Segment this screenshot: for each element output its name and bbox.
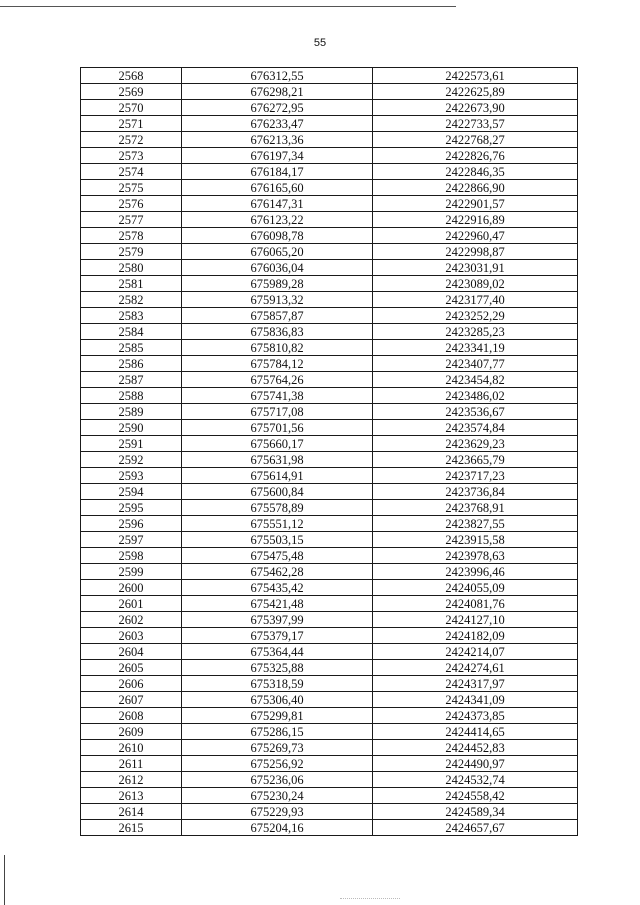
- table-row: [81, 388, 578, 404]
- x-coordinate-cell: 676123,22: [182, 212, 373, 228]
- x-coordinate-cell: 675989,28: [182, 276, 373, 292]
- table-row: [81, 404, 578, 420]
- footer-mark: [340, 898, 400, 899]
- point-number-cell: 2568: [81, 68, 182, 84]
- x-coordinate-cell: 675269,73: [182, 740, 373, 756]
- y-coordinate-cell: 2423768,91: [373, 500, 578, 516]
- y-coordinate-cell: 2424558,42: [373, 788, 578, 804]
- x-coordinate-cell: 675784,12: [182, 356, 373, 372]
- point-number-cell: 2575: [81, 180, 182, 196]
- table-row: [81, 116, 578, 132]
- table-row: [81, 596, 578, 612]
- y-coordinate-cell: 2423915,58: [373, 532, 578, 548]
- y-coordinate-cell: 2423665,79: [373, 452, 578, 468]
- x-coordinate-cell: 675299,81: [182, 708, 373, 724]
- y-coordinate-cell: 2423996,46: [373, 564, 578, 580]
- point-number-cell: 2589: [81, 404, 182, 420]
- table-row: [81, 292, 578, 308]
- x-coordinate-cell: 675857,87: [182, 308, 373, 324]
- x-coordinate-cell: 675204,16: [182, 820, 373, 836]
- x-coordinate-cell: 675318,59: [182, 676, 373, 692]
- point-number-cell: 2588: [81, 388, 182, 404]
- y-coordinate-cell: 2422733,57: [373, 116, 578, 132]
- point-number-cell: 2590: [81, 420, 182, 436]
- table-row: [81, 660, 578, 676]
- x-coordinate-cell: 675741,38: [182, 388, 373, 404]
- x-coordinate-cell: 675325,88: [182, 660, 373, 676]
- y-coordinate-cell: 2423454,82: [373, 372, 578, 388]
- point-number-cell: 2569: [81, 84, 182, 100]
- table-row: [81, 260, 578, 276]
- y-coordinate-cell: 2424532,74: [373, 772, 578, 788]
- table-row: [81, 420, 578, 436]
- table-row: [81, 356, 578, 372]
- x-coordinate-cell: 675701,56: [182, 420, 373, 436]
- table-row: [81, 612, 578, 628]
- point-number-cell: 2612: [81, 772, 182, 788]
- y-coordinate-cell: 2424055,09: [373, 580, 578, 596]
- table-row: [81, 132, 578, 148]
- table-row: [81, 340, 578, 356]
- point-number-cell: 2599: [81, 564, 182, 580]
- y-coordinate-cell: 2424452,83: [373, 740, 578, 756]
- y-coordinate-cell: 2424214,07: [373, 644, 578, 660]
- table-row: [81, 164, 578, 180]
- table-row: [81, 756, 578, 772]
- y-coordinate-cell: 2423177,40: [373, 292, 578, 308]
- x-coordinate-cell: 675475,48: [182, 548, 373, 564]
- table-row: [81, 772, 578, 788]
- y-coordinate-cell: 2424081,76: [373, 596, 578, 612]
- table-row: [81, 148, 578, 164]
- x-coordinate-cell: 675462,28: [182, 564, 373, 580]
- table-row: [81, 500, 578, 516]
- y-coordinate-cell: 2423486,02: [373, 388, 578, 404]
- x-coordinate-cell: 675660,17: [182, 436, 373, 452]
- point-number-cell: 2592: [81, 452, 182, 468]
- point-number-cell: 2581: [81, 276, 182, 292]
- table-row: [81, 724, 578, 740]
- table-row: [81, 740, 578, 756]
- x-coordinate-cell: 675435,42: [182, 580, 373, 596]
- x-coordinate-cell: 675229,93: [182, 804, 373, 820]
- point-number-cell: 2596: [81, 516, 182, 532]
- y-coordinate-cell: 2423536,67: [373, 404, 578, 420]
- y-coordinate-cell: 2424182,09: [373, 628, 578, 644]
- point-number-cell: 2574: [81, 164, 182, 180]
- table-row: [81, 788, 578, 804]
- table-row: [81, 276, 578, 292]
- y-coordinate-cell: 2422901,57: [373, 196, 578, 212]
- point-number-cell: 2580: [81, 260, 182, 276]
- coordinates-table-body: [81, 68, 578, 836]
- y-coordinate-cell: 2423978,63: [373, 548, 578, 564]
- y-coordinate-cell: 2424589,34: [373, 804, 578, 820]
- y-coordinate-cell: 2422573,61: [373, 68, 578, 84]
- y-coordinate-cell: 2423031,91: [373, 260, 578, 276]
- table-row: [81, 372, 578, 388]
- point-number-cell: 2594: [81, 484, 182, 500]
- point-number-cell: 2603: [81, 628, 182, 644]
- y-coordinate-cell: 2423407,77: [373, 356, 578, 372]
- point-number-cell: 2582: [81, 292, 182, 308]
- point-number-cell: 2584: [81, 324, 182, 340]
- table-row: [81, 548, 578, 564]
- x-coordinate-cell: 675836,83: [182, 324, 373, 340]
- x-coordinate-cell: 676213,36: [182, 132, 373, 148]
- x-coordinate-cell: 676036,04: [182, 260, 373, 276]
- x-coordinate-cell: 675364,44: [182, 644, 373, 660]
- x-coordinate-cell: 676298,21: [182, 84, 373, 100]
- x-coordinate-cell: 675614,91: [182, 468, 373, 484]
- point-number-cell: 2597: [81, 532, 182, 548]
- point-number-cell: 2607: [81, 692, 182, 708]
- x-coordinate-cell: 675551,12: [182, 516, 373, 532]
- table-row: [81, 564, 578, 580]
- y-coordinate-cell: 2422960,47: [373, 228, 578, 244]
- y-coordinate-cell: 2424341,09: [373, 692, 578, 708]
- x-coordinate-cell: 675578,89: [182, 500, 373, 516]
- x-coordinate-cell: 675764,26: [182, 372, 373, 388]
- table-row: [81, 308, 578, 324]
- y-coordinate-cell: 2422768,27: [373, 132, 578, 148]
- point-number-cell: 2591: [81, 436, 182, 452]
- point-number-cell: 2578: [81, 228, 182, 244]
- y-coordinate-cell: 2423252,29: [373, 308, 578, 324]
- y-coordinate-cell: 2423827,55: [373, 516, 578, 532]
- y-coordinate-cell: 2423629,23: [373, 436, 578, 452]
- y-coordinate-cell: 2423574,84: [373, 420, 578, 436]
- x-coordinate-cell: 675421,48: [182, 596, 373, 612]
- table-row: [81, 244, 578, 260]
- y-coordinate-cell: 2423736,84: [373, 484, 578, 500]
- x-coordinate-cell: 675503,15: [182, 532, 373, 548]
- top-rule: [0, 6, 456, 7]
- point-number-cell: 2595: [81, 500, 182, 516]
- y-coordinate-cell: 2422826,76: [373, 148, 578, 164]
- point-number-cell: 2610: [81, 740, 182, 756]
- y-coordinate-cell: 2422625,89: [373, 84, 578, 100]
- x-coordinate-cell: 675810,82: [182, 340, 373, 356]
- x-coordinate-cell: 675306,40: [182, 692, 373, 708]
- point-number-cell: 2579: [81, 244, 182, 260]
- y-coordinate-cell: 2422846,35: [373, 164, 578, 180]
- y-coordinate-cell: 2423717,23: [373, 468, 578, 484]
- x-coordinate-cell: 676065,20: [182, 244, 373, 260]
- table-row: [81, 692, 578, 708]
- table-row: [81, 644, 578, 660]
- point-number-cell: 2601: [81, 596, 182, 612]
- x-coordinate-cell: 675286,15: [182, 724, 373, 740]
- point-number-cell: 2609: [81, 724, 182, 740]
- table-row: [81, 516, 578, 532]
- point-number-cell: 2583: [81, 308, 182, 324]
- table-row: [81, 452, 578, 468]
- x-coordinate-cell: 675397,99: [182, 612, 373, 628]
- y-coordinate-cell: 2422866,90: [373, 180, 578, 196]
- x-coordinate-cell: 676165,60: [182, 180, 373, 196]
- table-row: [81, 484, 578, 500]
- coordinates-table: [80, 67, 578, 836]
- table-row: [81, 804, 578, 820]
- x-coordinate-cell: 676098,78: [182, 228, 373, 244]
- x-coordinate-cell: 675236,06: [182, 772, 373, 788]
- point-number-cell: 2586: [81, 356, 182, 372]
- table-row: [81, 212, 578, 228]
- point-number-cell: 2572: [81, 132, 182, 148]
- point-number-cell: 2605: [81, 660, 182, 676]
- x-coordinate-cell: 675913,32: [182, 292, 373, 308]
- y-coordinate-cell: 2424317,97: [373, 676, 578, 692]
- point-number-cell: 2602: [81, 612, 182, 628]
- point-number-cell: 2611: [81, 756, 182, 772]
- point-number-cell: 2614: [81, 804, 182, 820]
- table-row: [81, 676, 578, 692]
- point-number-cell: 2598: [81, 548, 182, 564]
- x-coordinate-cell: 676184,17: [182, 164, 373, 180]
- left-margin-rule: [4, 855, 5, 905]
- y-coordinate-cell: 2423089,02: [373, 276, 578, 292]
- y-coordinate-cell: 2424414,65: [373, 724, 578, 740]
- x-coordinate-cell: 676147,31: [182, 196, 373, 212]
- point-number-cell: 2593: [81, 468, 182, 484]
- y-coordinate-cell: 2423285,23: [373, 324, 578, 340]
- x-coordinate-cell: 675256,92: [182, 756, 373, 772]
- table-row: [81, 180, 578, 196]
- table-row: [81, 580, 578, 596]
- y-coordinate-cell: 2424373,85: [373, 708, 578, 724]
- x-coordinate-cell: 675717,08: [182, 404, 373, 420]
- table-row: [81, 628, 578, 644]
- table-row: [81, 468, 578, 484]
- x-coordinate-cell: 676272,95: [182, 100, 373, 116]
- y-coordinate-cell: 2424657,67: [373, 820, 578, 836]
- x-coordinate-cell: 676312,55: [182, 68, 373, 84]
- point-number-cell: 2608: [81, 708, 182, 724]
- point-number-cell: 2573: [81, 148, 182, 164]
- point-number-cell: 2604: [81, 644, 182, 660]
- point-number-cell: 2615: [81, 820, 182, 836]
- point-number-cell: 2576: [81, 196, 182, 212]
- y-coordinate-cell: 2424490,97: [373, 756, 578, 772]
- point-number-cell: 2585: [81, 340, 182, 356]
- table-row: [81, 436, 578, 452]
- page-number: 55: [313, 37, 327, 49]
- point-number-cell: 2570: [81, 100, 182, 116]
- table-row: [81, 196, 578, 212]
- x-coordinate-cell: 676197,34: [182, 148, 373, 164]
- table-row: [81, 228, 578, 244]
- table-row: [81, 100, 578, 116]
- x-coordinate-cell: 675631,98: [182, 452, 373, 468]
- point-number-cell: 2613: [81, 788, 182, 804]
- y-coordinate-cell: 2424274,61: [373, 660, 578, 676]
- table-row: [81, 820, 578, 836]
- y-coordinate-cell: 2422998,87: [373, 244, 578, 260]
- point-number-cell: 2571: [81, 116, 182, 132]
- point-number-cell: 2606: [81, 676, 182, 692]
- table-row: [81, 708, 578, 724]
- table-row: [81, 324, 578, 340]
- point-number-cell: 2577: [81, 212, 182, 228]
- y-coordinate-cell: 2424127,10: [373, 612, 578, 628]
- y-coordinate-cell: 2423341,19: [373, 340, 578, 356]
- point-number-cell: 2587: [81, 372, 182, 388]
- y-coordinate-cell: 2422673,90: [373, 100, 578, 116]
- point-number-cell: 2600: [81, 580, 182, 596]
- table-row: [81, 532, 578, 548]
- y-coordinate-cell: 2422916,89: [373, 212, 578, 228]
- x-coordinate-cell: 675230,24: [182, 788, 373, 804]
- table-row: [81, 68, 578, 84]
- x-coordinate-cell: 676233,47: [182, 116, 373, 132]
- x-coordinate-cell: 675379,17: [182, 628, 373, 644]
- x-coordinate-cell: 675600,84: [182, 484, 373, 500]
- table-row: [81, 84, 578, 100]
